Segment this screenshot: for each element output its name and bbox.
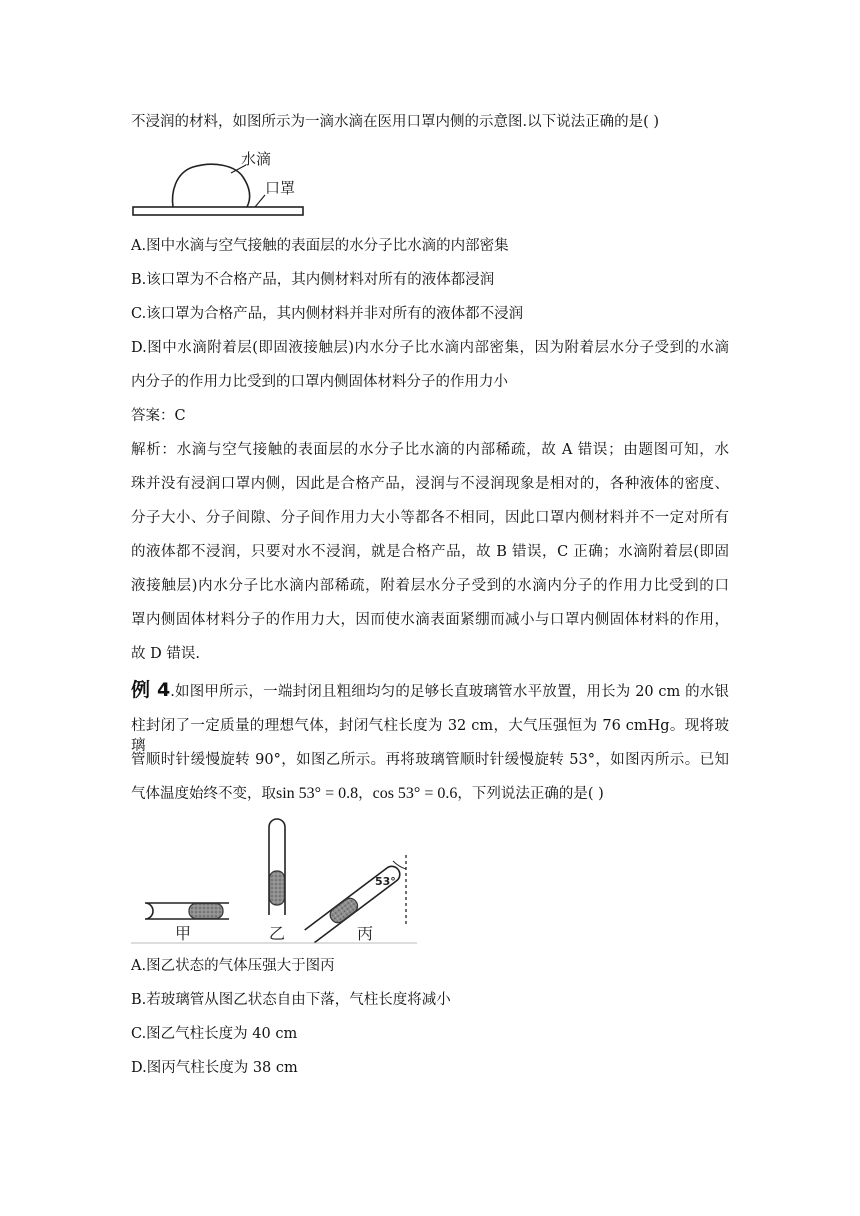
option-d-line2: 内分子的作用力比受到的口罩内侧固体材料分子的作用力小 <box>131 374 508 390</box>
q4-option-c: C.图乙气柱长度为 40 cm <box>131 1026 298 1042</box>
analysis-line-7: 故 D 错误. <box>131 646 200 662</box>
analysis-line-6: 罩内侧固体材料分子的作用力大，因而使水滴表面紧绷而减小与口罩内侧固体材料的作用， <box>131 612 729 628</box>
analysis-line-1: 解析：水滴与空气接触的表面层的水分子比水滴的内部稀疏，故 A 错误；由题图可知，水 <box>131 442 729 458</box>
tube-horizontal <box>145 903 229 919</box>
mask-surface <box>133 207 303 215</box>
option-c: C.该口罩为合格产品，其内侧材料并非对所有的液体都不浸润 <box>131 306 524 322</box>
mask-pointer-line <box>255 195 265 207</box>
q4-option-a: A.图乙状态的气体压强大于图丙 <box>131 958 335 974</box>
cos-formula: cos 53° = 0.6 <box>372 785 458 802</box>
mercury-column-jia <box>189 904 223 919</box>
example-4-line-4 <box>131 784 604 804</box>
q4-option-d: D.图丙气柱长度为 38 cm <box>131 1060 298 1076</box>
line-4-text-a: 气体温度始终不变，取 <box>131 786 276 802</box>
label-bing: 丙 <box>357 924 374 943</box>
label-water-drop: 水滴 <box>241 150 272 168</box>
question-3-stem: 不浸润的材料，如图所示为一滴水滴在医用口罩内侧的示意图.以下说法正确的是( ) <box>131 114 660 130</box>
option-a: A.图中水滴与空气接触的表面层的水分子比水滴的内部密集 <box>131 238 509 254</box>
water-drop-figure <box>131 143 309 221</box>
answer: 答案：C <box>131 408 186 424</box>
q4-option-b: B.若玻璃管从图乙状态自由下落，气柱长度将减小 <box>131 992 451 1008</box>
water-drop-shape <box>173 164 250 207</box>
line-4-text-b: ，下列说法正确的是( ) <box>457 786 604 802</box>
example-4-line-1-text: .如图甲所示，一端封闭且粗细均匀的足够长直玻璃管水平放置，用长为 20 cm 的水银 <box>170 684 729 700</box>
analysis-line-5: 液接触层)内水分子比水滴内部稀疏，附着层水分子受到的水滴内分子的作用力比受到的口 <box>131 578 729 594</box>
example-4-line-2: 柱封闭了一定质量的理想气体，封闭气柱长度为 32 cm，大气压强恒为 76 cmHg。现将玻璃 <box>131 718 729 754</box>
mercury-column-yi <box>270 871 285 905</box>
option-b: B.该口罩为不合格产品，其内侧材料对所有的液体都浸润 <box>131 272 495 288</box>
example-4-line-3: 管顺时针缓慢旋转 90°，如图乙所示。再将玻璃管顺时针缓慢旋转 53°，如图丙所示。已知 <box>131 752 729 768</box>
label-yi: 乙 <box>269 924 286 943</box>
angle-label: 53° <box>375 875 396 888</box>
label-jia: 甲 <box>175 924 192 943</box>
analysis-line-3: 分子大小、分子间隙、分子间作用力大小等都各不相同，因此口罩内侧材料并不一定对所有 <box>131 510 729 526</box>
formula-separator: ， <box>358 786 373 802</box>
analysis-line-4: 的液体都不浸润，只要对水不浸润，就是合格产品，故 B 错误，C 正确；水滴附着层(即固 <box>131 544 729 560</box>
tube-vertical <box>269 819 285 915</box>
glass-tube-figure <box>131 815 417 945</box>
option-d-line1: D.图中水滴附着层(即固液接触层)内水分子比水滴内部密集，因为附着层水分子受到的水滴 <box>131 340 729 356</box>
example-4-line-1 <box>131 680 729 702</box>
label-mask: 口罩 <box>265 179 296 197</box>
analysis-line-2: 珠并没有浸润口罩内侧，因此是合格产品，浸润与不浸润现象是相对的，各种液体的密度、 <box>131 476 729 492</box>
sin-formula: sin 53° = 0.8 <box>276 785 359 802</box>
example-4-label: 例 4 <box>131 679 171 701</box>
